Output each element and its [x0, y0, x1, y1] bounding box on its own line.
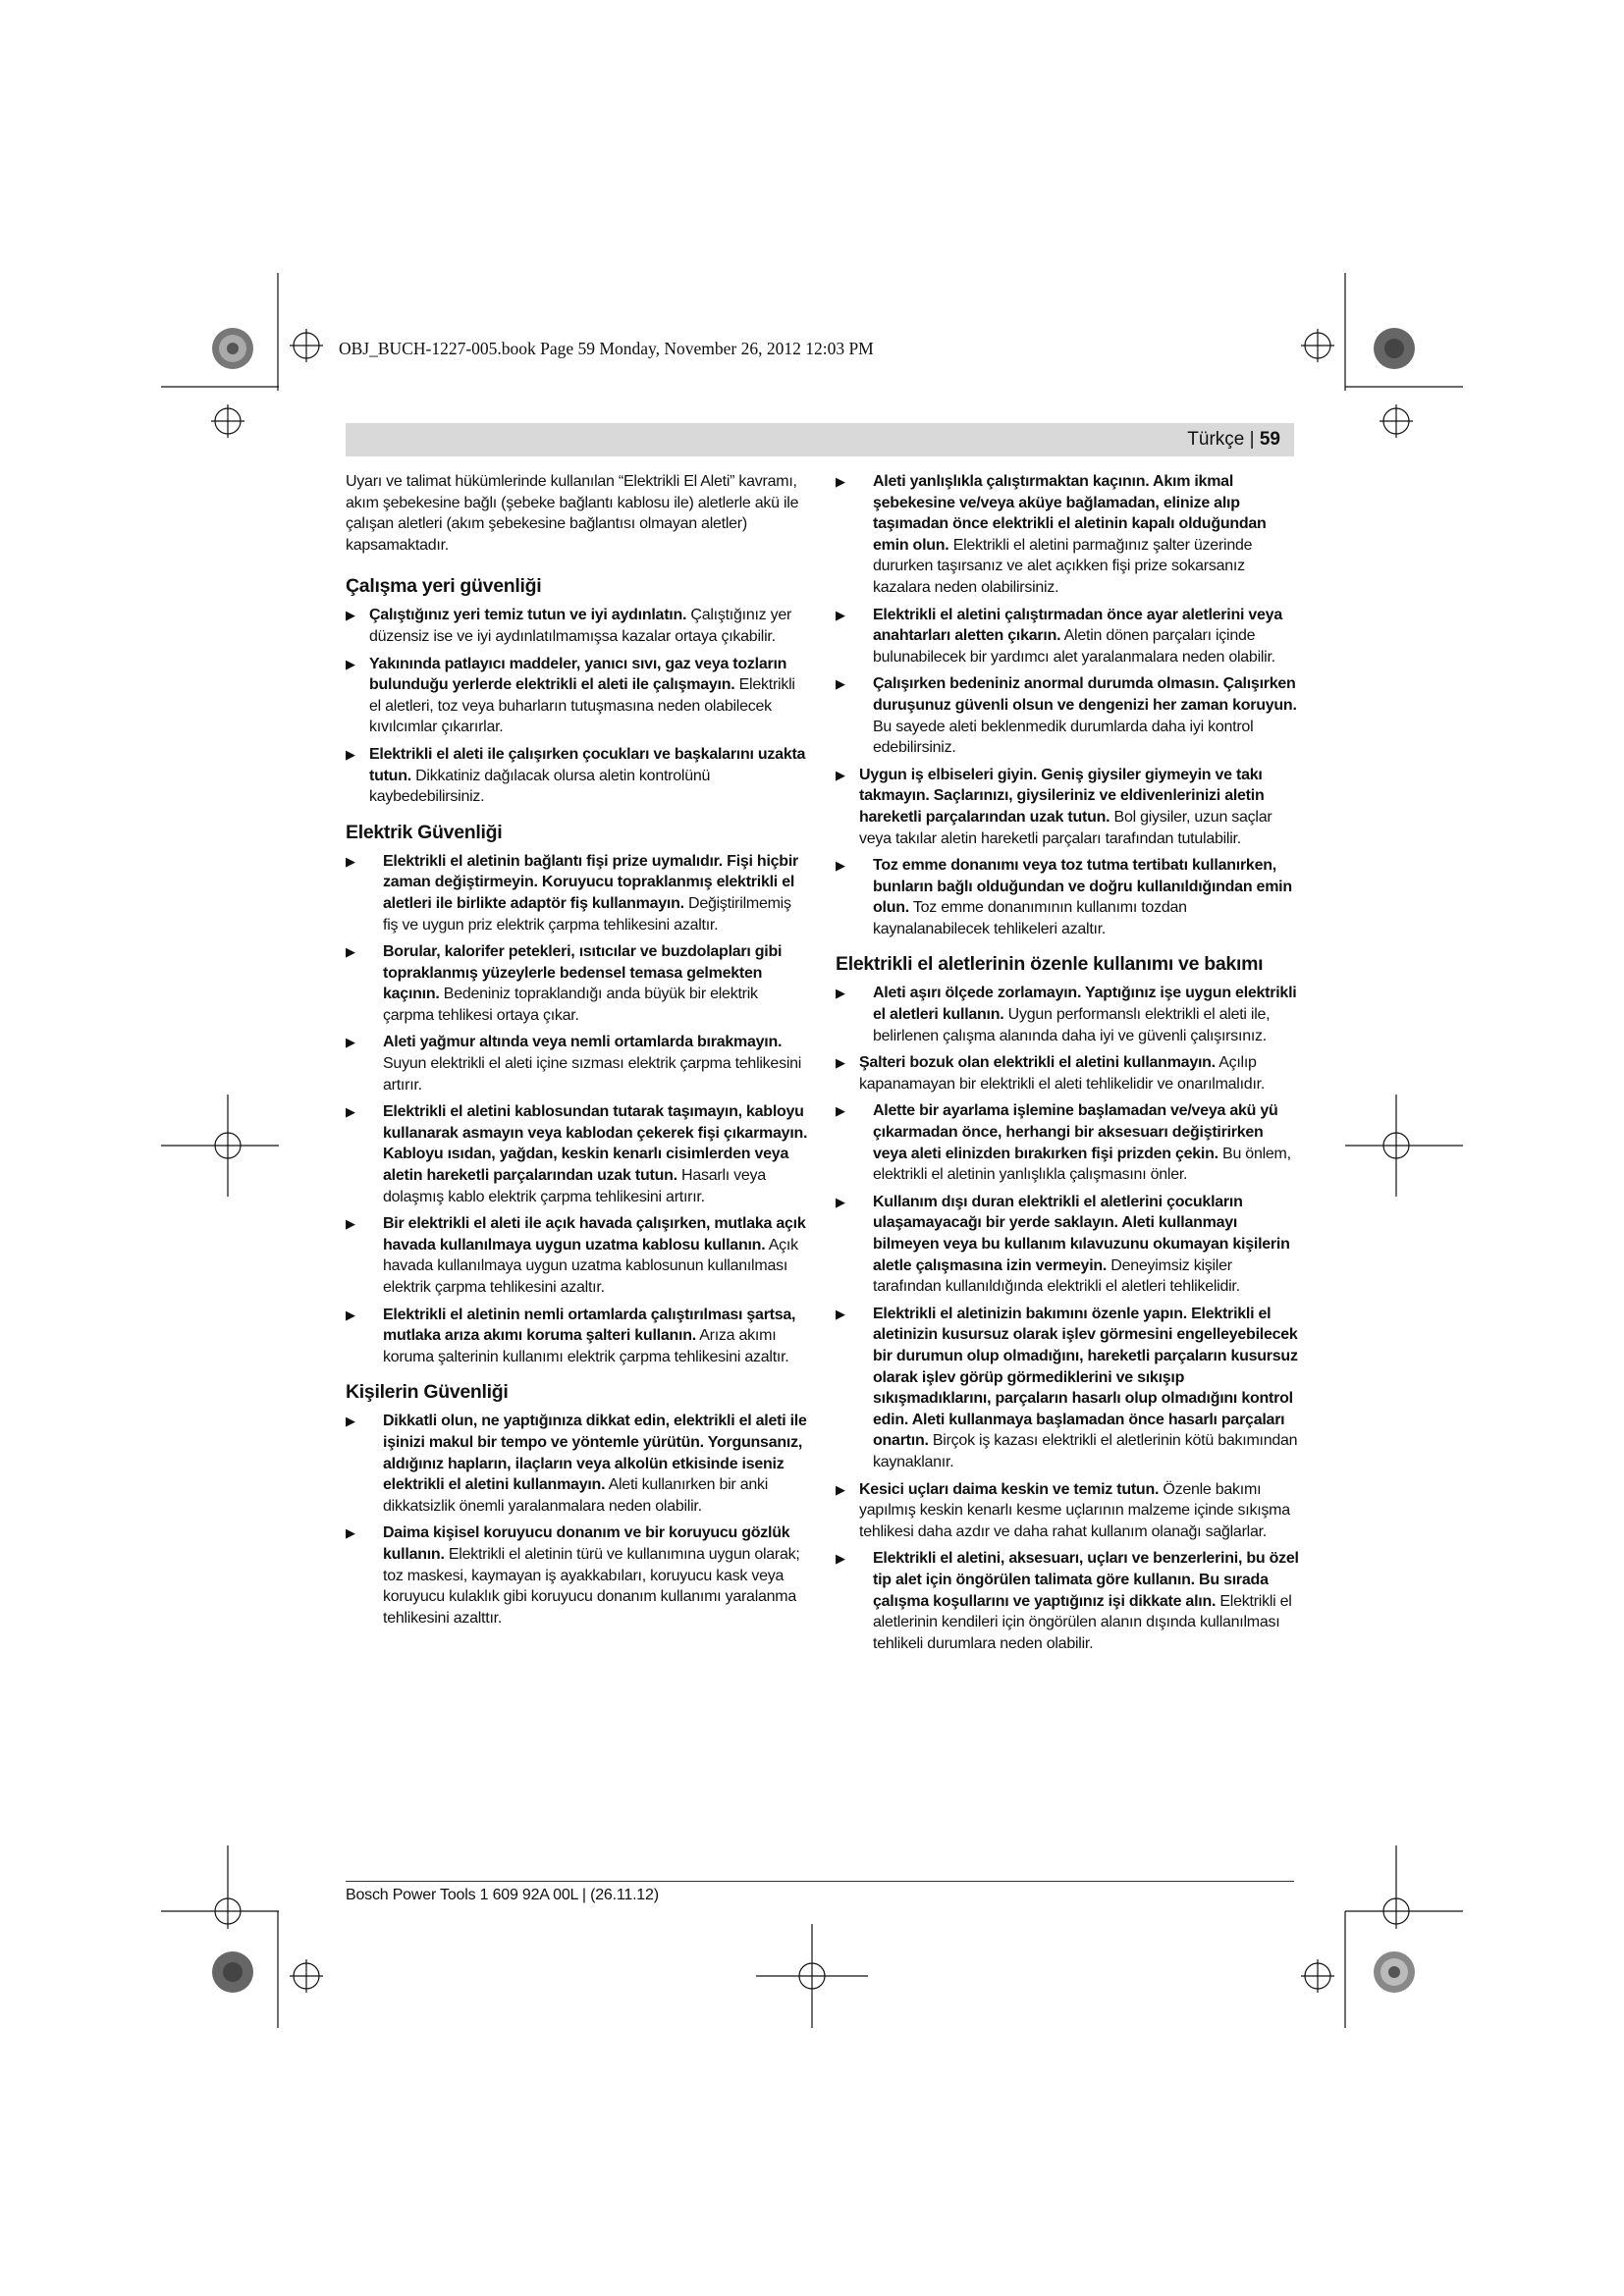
list-item [836, 1479, 1299, 1543]
page-number: 59 [1259, 429, 1280, 450]
list-item [836, 983, 1299, 1046]
item-text: Aleti kullanırken bir anki dikkatsizlik önemli yaralanmalara neden olabilir. [383, 1476, 769, 1515]
workplace-list [346, 605, 809, 807]
bullet-arrow-icon: ▶ [836, 607, 845, 622]
item-text: Aletin dönen parçaları içinde bulunabilecek bir yardımcı alet yaralanmalara neden olabilir. [873, 627, 1275, 666]
bullet-arrow-icon: ▶ [836, 474, 845, 489]
item-bold: Kullanım dışı duran elektrikli el aletlerini çocukların ulaşamayacağı bir yerde saklayın. Aleti kullanmayı bilmeyen veya bu kullanım kılavuzunu okumayan kişilerin aletle çalışmasına izin vermeyin. [873, 1193, 1290, 1274]
item-text: Hasarlı veya dolaşmış kablo elektrik çarpma tehlikesini artırır. [383, 1167, 766, 1205]
bullet-arrow-icon: ▶ [836, 676, 845, 692]
item-text: Açık havada kullanılmaya uygun uzatma kablosunun kullanılması elektrik çarpma tehlikesini azaltır. [383, 1236, 798, 1296]
item-bold: Aleti aşırı ölçede zorlamayın. Yaptığınız işe uygun elektrikli el aletleri kullanın. [873, 985, 1297, 1024]
bullet-arrow-icon: ▶ [346, 853, 355, 869]
section-title-personal: Kişilerin Güvenliği [346, 1381, 509, 1404]
personal-list-right [836, 471, 1299, 939]
header-separator: | [1249, 429, 1255, 450]
page-header [346, 423, 1294, 456]
item-bold: Dikkatli olun, ne yaptığınıza dikkat edin, elektrikli el aleti ile işinizi makul bir tempo ve yöntemle yürütün. Yorgunsanız, aldığınız hapların, ilaçların veya alkolün etkisinde iseniz elektrikli el aletini kullanmayın. [383, 1413, 807, 1494]
item-text: Birçok iş kazası elektrikli el aletlerinin kötü bakımından kaynaklanır. [873, 1432, 1298, 1470]
list-item [346, 941, 809, 1026]
list-item [836, 1304, 1299, 1473]
item-bold: Çalışırken bedeniniz anormal durumda olmasın. Çalışırken duruşunuz güvenli olsun ve dengenizi her zaman koruyun. [873, 675, 1297, 714]
bullet-arrow-icon: ▶ [346, 1104, 355, 1120]
header-language: Türkçe [1187, 429, 1245, 450]
item-bold: Bir elektrikli el aleti ile açık havada çalışırken, mutlaka açık havada kullanılmaya uygun uzatma kablosu kullanın. [383, 1215, 806, 1254]
bullet-arrow-icon: ▶ [836, 1551, 845, 1567]
section-title-careful-use: Elektrikli el aletlerinin özenle kullanımı ve bakımı [836, 953, 1264, 976]
list-item [836, 1548, 1299, 1654]
item-text: Deneyimsiz kişiler tarafından kullanıldığında elektrikli el aletleri tehlikelidir. [873, 1256, 1240, 1296]
item-text: Elektrikli el aletini parmağınız şalter üzerinde dururken taşırsanız ve alet açıkken fişi prize sokarsanız kazalara neden olabilirsiniz. [873, 536, 1253, 596]
list-item [346, 744, 809, 808]
bullet-arrow-icon: ▶ [346, 608, 355, 623]
careful-use-list [836, 983, 1299, 1654]
book-info-line: OBJ_BUCH-1227-005.book Page 59 Monday, November 26, 2012 12:03 PM [339, 339, 874, 358]
list-item [346, 605, 809, 647]
right-column [836, 471, 1299, 1662]
item-text: Toz emme donanımının kullanımı tozdan kaynalanabilecek tehlikeleri azaltır. [873, 899, 1187, 937]
bullet-arrow-icon: ▶ [836, 767, 845, 782]
bullet-arrow-icon: ▶ [346, 1307, 355, 1322]
item-bold: Yakınında patlayıcı maddeler, yanıcı sıvı, gaz veya tozların bulunduğu yerlerde elektrikli el aleti ile çalışmayın. [369, 655, 787, 694]
left-column [346, 471, 809, 1636]
list-item [346, 1032, 809, 1095]
item-text: Bedeniniz topraklandığı anda büyük bir elektrik çarpma tehlikesi ortaya çıkar. [383, 986, 758, 1024]
bullet-arrow-icon: ▶ [346, 1525, 355, 1541]
item-text: Uygun performanslı elektrikli el aleti ile, belirlenen çalışma alanında daha iyi ve güvenli çalışırsınız. [873, 1006, 1271, 1044]
item-bold: Aleti yanlışlıkla çalıştırmaktan kaçının. Akım ikmal şebekesine ve/veya aküye bağlamadan, elinize alıp taşımadan önce elektrikli el aletinin kapalı olduğundan emin olun. [873, 473, 1267, 554]
bullet-arrow-icon: ▶ [836, 1194, 845, 1209]
item-bold: Şalteri bozuk olan elektrikli el aletini kullanmayın. [859, 1054, 1216, 1072]
bullet-arrow-icon: ▶ [836, 1055, 845, 1071]
bullet-arrow-icon: ▶ [346, 1216, 355, 1232]
item-text: Elektrikli el aletinin türü ve kullanımına uygun olarak; toz maskesi, kaymayan iş ayakkabıları, koruyucu kask veya koruyucu kulaklık gibi koruyucu donanım kullanımı yaralanma tehlikesini azalttır. [383, 1545, 800, 1627]
item-text: Açılıp kapanamayan bir elektrikli el aleti tehlikelidir ve onarılmalıdır. [859, 1054, 1266, 1093]
item-text: Dikkatiniz dağılacak olursa aletin kontrolünü kaybedebilirsiniz. [369, 767, 711, 806]
bullet-arrow-icon: ▶ [836, 858, 845, 874]
list-item [836, 673, 1299, 758]
list-item [346, 1213, 809, 1298]
bullet-arrow-icon: ▶ [346, 656, 355, 671]
item-bold: Elektrikli el aletinin nemli ortamlarda çalıştırılması şartsa, mutlaka arıza akımı koruma şalteri kullanın. [383, 1306, 796, 1345]
list-item [836, 471, 1299, 599]
item-text: Elektrikli el aletlerinin kendileri için öngörülen alanın dışında kullanılması tehlikeli durumlara neden olabilir. [873, 1592, 1292, 1652]
intro-paragraph: Uyarı ve talimat hükümlerinde kullanılan “Elektrikli El Aleti” kavramı, akım şebekesine bağlı (şebeke bağlantı kablosu ile) aletlerle akü ile çalışan aletleri (akım şebekesine bağlantısı olmayan aletler) kapsamaktadır. [346, 473, 799, 554]
list-item [836, 605, 1299, 668]
item-text: Suyun elektrikli el aleti içine sızması elektrik çarpma tehlikesini artırır. [383, 1055, 802, 1094]
item-text: Arıza akımı koruma şalterinin kullanımı elektrik çarpma tehlikesini azaltır. [383, 1327, 789, 1365]
bullet-arrow-icon: ▶ [346, 1414, 355, 1429]
item-text: Bu sayede aleti beklenmedik durumlarda daha iyi kontrol edebilirsiniz. [873, 718, 1254, 757]
item-text: Elektrikli el aletleri, toz veya buharların tutuşmasına neden olabilecek kıvılcımlar çıkarırlar. [369, 676, 795, 736]
item-text: Bu önlem, elektrikli el aletinin yanlışlıkla çalışmasını önler. [873, 1145, 1291, 1184]
item-bold: Daima kişisel koruyucu donanım ve bir koruyucu gözlük kullanın. [383, 1524, 790, 1563]
item-bold: Elektrikli el aletini çalıştırmadan önce ayar aletlerini veya anahtarları aletten çıkarın. [873, 606, 1282, 645]
item-bold: Çalıştığınız yeri temiz tutun ve iyi aydınlatın. [369, 607, 687, 624]
list-item [346, 1305, 809, 1368]
item-bold: Elektrikli el aletini, aksesuarı, uçları ve benzerlerini, bu özel tip alet için öngörülen talimata göre kullanın. Bu sırada çalışma koşullarını ve yaptığınız işi dikkate alın. [873, 1550, 1299, 1610]
item-bold: Kesici uçları daima keskin ve temiz tutun. [859, 1480, 1160, 1498]
list-item [346, 1411, 809, 1517]
bullet-arrow-icon: ▶ [836, 986, 845, 1001]
item-bold: Elektrikli el aletini kablosundan tutarak taşımayın, kabloyu kullanarak asmayın veya kablodan çekerek fişi çıkarmayın. Kabloyu ısıdan, yağdan, keskin kenarlı cisimlerden veya aletin hareketli parçalarından uzak tutun. [383, 1103, 808, 1185]
list-item [346, 851, 809, 935]
section-title-electrical: Elektrik Güvenliği [346, 821, 503, 843]
item-text: Çalıştığınız yer düzensiz ise ve iyi aydınlatılmamışsa kazalar ortaya çıkabilir. [369, 607, 792, 645]
footer-rule [346, 1881, 1294, 1882]
list-item [346, 1522, 809, 1629]
personal-list-left [346, 1411, 809, 1629]
section-title-workplace: Çalışma yeri güvenliği [346, 575, 542, 598]
item-bold: Elektrikli el aletinin bağlantı fişi prize uymalıdır. Fişi hiçbir zaman değiştirmeyin. Koruyucu topraklanmış elektrikli el aletleri ile birlikte adaptör fiş kullanmayın. [383, 852, 798, 912]
bullet-arrow-icon: ▶ [346, 746, 355, 762]
list-item [346, 654, 809, 738]
item-bold: Elektrikli el aleti ile çalışırken çocukları ve başkalarını uzakta tutun. [369, 745, 806, 784]
list-item [836, 765, 1299, 849]
bullet-arrow-icon: ▶ [836, 1306, 845, 1321]
item-bold: Aleti yağmur altında veya nemli ortamlarda bırakmayın. [383, 1034, 783, 1051]
item-bold: Elektrikli el aletinizin bakımını özenle yapın. Elektrikli el aletinizin kusursuz olarak işlev görmesini engelleyebilecek bir durumun olup olmadığını, hareketli parçaların kusursuz olarak işlev görüp görmediklerini ve sıkışıp sıkışmadıklarını, parçaların hasarlı olup olmadığını kontrol edin. Aleti kullanmaya başlamadan önce hasarlı parçaları onartın. [873, 1305, 1298, 1450]
list-item [836, 1052, 1299, 1095]
list-item [836, 1192, 1299, 1298]
item-text: Bol giysiler, uzun saçlar veya takılar aletin hareketli parçaları tarafından tutulabilir. [859, 808, 1272, 847]
bullet-arrow-icon: ▶ [346, 944, 355, 960]
item-bold: Toz emme donanımı veya toz tutma tertibatı kullanırken, bunların bağlı olduğundan ve doğru kullanıldığından emin olun. [873, 857, 1292, 917]
bullet-arrow-icon: ▶ [836, 1481, 845, 1497]
item-bold: Uygun iş elbiseleri giyin. Geniş giysiler giymeyin ve takı takmayın. Saçlarınızı, giysileriniz ve eldivenlerinizi aletin hareketli parçalarından uzak tutun. [859, 766, 1265, 826]
bullet-arrow-icon: ▶ [836, 1103, 845, 1119]
page-language-and-number [1187, 429, 1280, 451]
item-bold: Alette bir ayarlama işlemine başlamadan ve/veya akü yü çıkarmadan önce, herhangi bir aksesuarı değiştirirken veya aleti elinizden bırakırken fişi prizden çekin. [873, 1102, 1278, 1162]
item-text: Değiştirilmemiş fiş ve uygun priz elektrik çarpma tehlikesini azaltır. [383, 894, 791, 934]
list-item [836, 855, 1299, 939]
list-item [346, 1101, 809, 1207]
item-text: Özenle bakımı yapılmış keskin kenarlı kesme uçlarının malzeme içinde sıkışma tehlikesi daha azdır ve daha rahat kullanım olanağı sağlarlar. [859, 1480, 1290, 1540]
item-bold: Borular, kalorifer petekleri, ısıtıcılar ve buzdolapları gibi topraklanmış yüzeylerle bedensel temasa gelmekten kaçının. [383, 943, 783, 1003]
bullet-arrow-icon: ▶ [346, 1035, 355, 1050]
electrical-list [346, 851, 809, 1368]
page-footer: Bosch Power Tools 1 609 92A 00L | (26.11.12) [346, 1887, 659, 1903]
list-item [836, 1100, 1299, 1185]
